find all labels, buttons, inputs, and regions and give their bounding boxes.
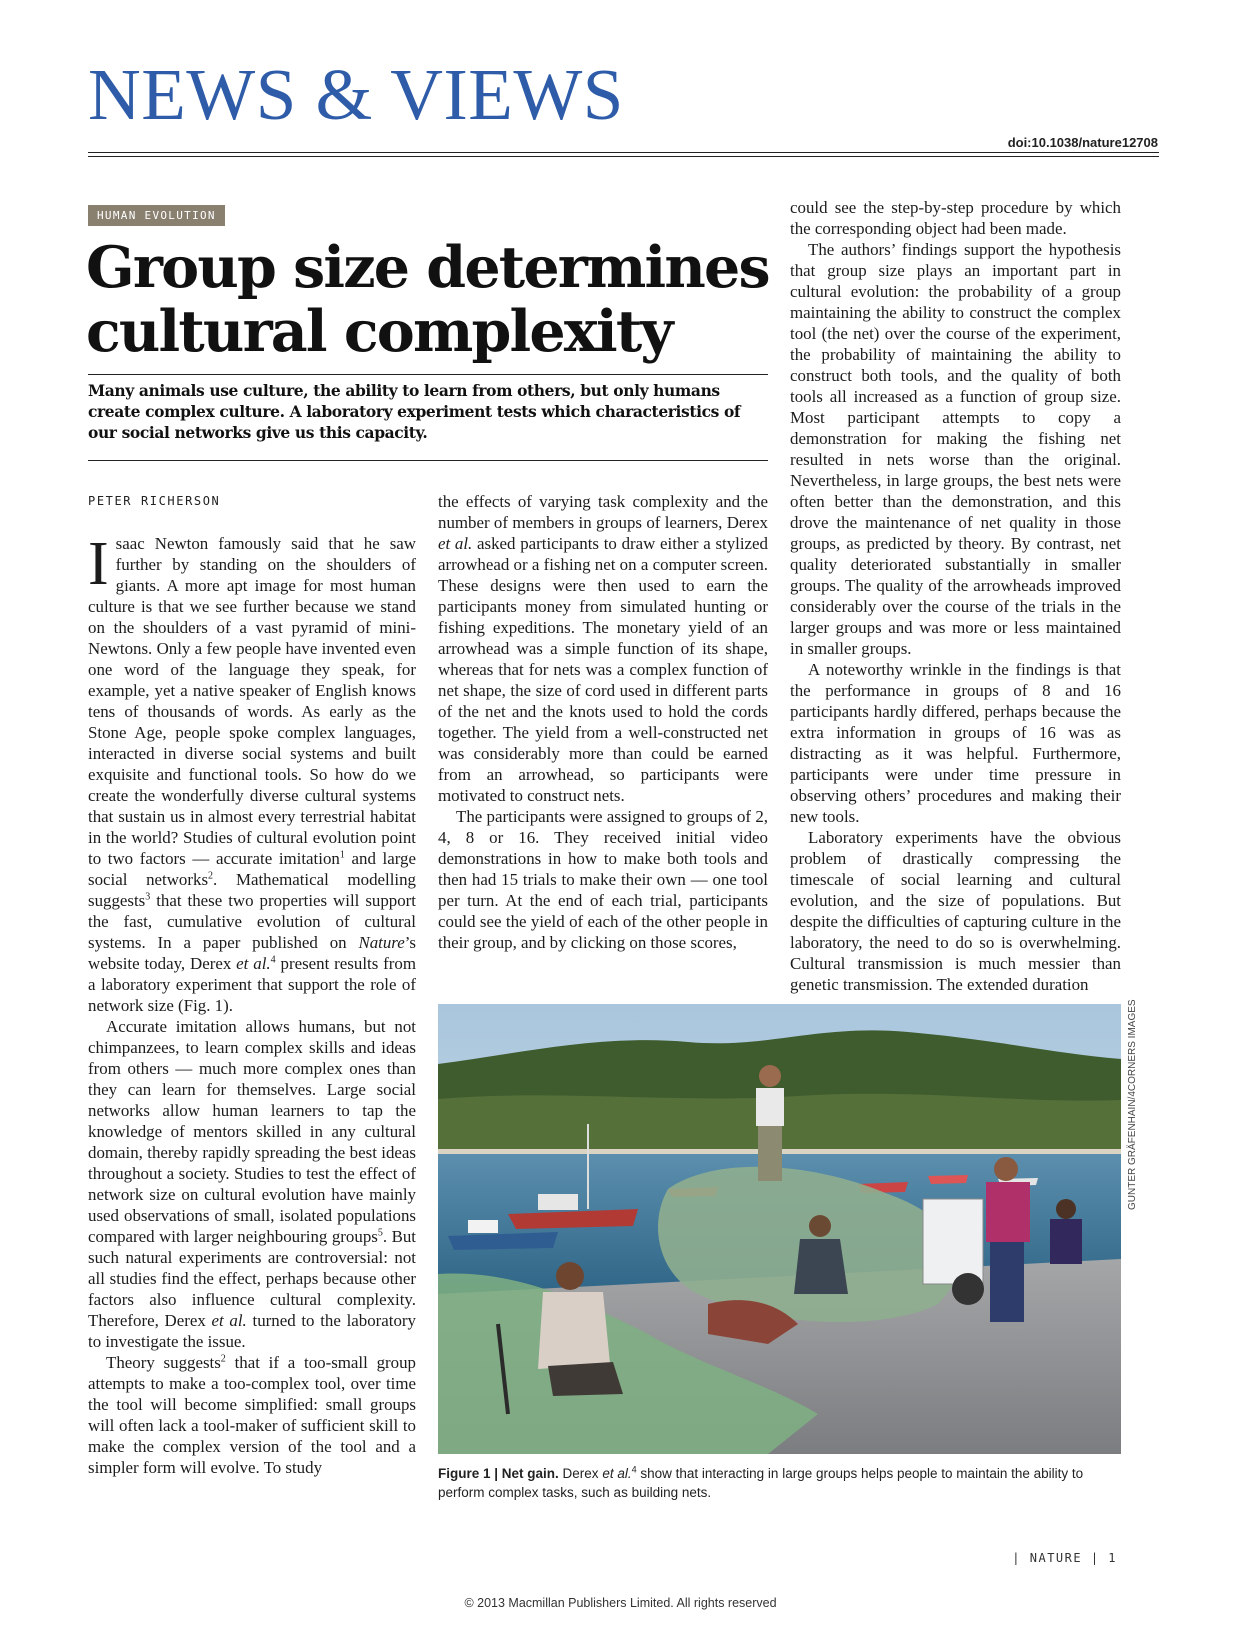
caption-label: Figure 1 | Net gain. xyxy=(438,1466,559,1481)
paragraph: Accurate imitation allows humans, but not chimpanzees, to learn complex skills and ideas from others — much more complex ones than they can learn for themselves. Large social networks allow human learners to tap the knowledge of mentors skilled in any cultural domain, thereby rapidly spreading the best ideas throughout a society. Studies to test the effect of network size on cultural evolution have mainly used observations of small, isolated populations compared with larger neighbouring groups$^5$. But such natural experiments are controversial: not all studies find the effect, perhaps because other factors also influence cultural complexity. Therefore, Derex et al. turned to the laboratory to investigate the issue. xyxy=(88,1017,416,1351)
paragraph: could see the step-by-step procedure by which the corresponding object had been made. xyxy=(790,198,1121,238)
paragraph: The authors’ findings support the hypothesis that group size plays an important part in cultural evolution: the probability of a group maintaining the ability to construct the complex tool (the net) over the course of the experiment, the probability of maintaining the ability to construct both tools, and the quality of both tools all increased as a function of group size. Most participant attempts to copy a demonstration for making the fishing net resulted in nets worse than the original. Nevertheless, in large groups, the best nets were often better than the demonstration, and this drove the maintenance of net quality in those groups, as predicted by theory. By contrast, net quality deteriorated substantially in smaller groups. The quality of the arrowheads improved considerably over the course of the trials in the larger groups and was more or less maintained in smaller groups. xyxy=(790,240,1121,658)
paragraph: the effects of varying task complexity and the number of members in groups of learners, Derex et al. asked participants to draw either a stylized arrowhead or a fishing net on a computer screen. These designs were then used to earn the participants money from simulated hunting or fishing expeditions. The monetary yield of an arrowhead was a simple function of its shape, whereas that for nets was a complex function of net shape, the size of cord used in different parts of the net and the knots used to hold the cords together. The yield from a well-constructed net was considerably more than could be earned from an arrowhead, so participants were motivated to construct nets. xyxy=(438,492,768,805)
reference-marker[interactable]: 4 xyxy=(631,1464,637,1475)
paragraph: A noteworthy wrinkle in the findings is that the performance in groups of 8 and 16 participants hardly differed, perhaps because the extra information in groups of 16 was as distracting as it was helpful. Furthermore, participants were under time pressure in observing others’ procedures and making their new tools. xyxy=(790,660,1121,826)
reference-marker[interactable]: 4 xyxy=(270,954,276,966)
photo-credit: GUNTER GRÄFENHAIN/4CORNERS IMAGES xyxy=(1127,999,1138,1210)
standfirst-rule-top xyxy=(88,374,768,375)
paragraph: Laboratory experiments have the obvious problem of drastically compressing the timescale of social learning and cultural evolution, and the size of populations. But despite the difficulties of capturing culture in the laboratory, the need to do so is overwhelming. Cultural transmission is much messier than genetic transmission. The extended duration xyxy=(790,828,1121,994)
paragraph: The participants were assigned to groups of 2, 4, 8 or 16. They received initial video demonstrations in how to make both tools and then had 15 trials to make their own — one tool per turn. At the end of each trial, participants could see the yield of each of the other people in their group, and by clicking on those scores, xyxy=(438,807,768,952)
figure-caption: Figure 1 | Net gain. Derex et al.$^4$ show that interacting in large groups helps people to maintain the ability to perform complex tasks, such as building nets. xyxy=(438,1464,1084,1500)
reference-marker[interactable]: 2 xyxy=(220,1353,226,1365)
reference-marker[interactable]: 5 xyxy=(377,1227,383,1239)
figure-photo xyxy=(438,1004,1121,1454)
body-column-1 xyxy=(88,530,416,1478)
copyright-notice: © 2013 Macmillan Publishers Limited. All rights reserved xyxy=(464,1596,777,1610)
paragraph: Theory suggests$^2$ that if a too-small group attempts to make a too-complex tool, over time the tool will become simplified: small groups will often lack a tool-maker of sufficient skill to make the complex version of the tool and a simpler form will evolve. To study xyxy=(88,1353,416,1477)
handcart xyxy=(923,1199,983,1284)
cart-wheel xyxy=(952,1273,984,1305)
paragraph: Isaac Newton famously said that he saw further by standing on the shoulders of giants. A more apt image for most human culture is that we see further because we stand on the shoulders of a vast pyramid of mini-Newtons. Only a few people have invented even one word of the language they speak, for example, yet a native speaker of English knows tens of thousands of words. As early as the Stone Age, people spoke complex languages, interacted in diverse social systems and built exquisite and functional tools. So how do we create the wonderfully diverse cultural systems that sustain us in almost every terrestrial habitat in the world? Studies of cultural evolution point to two factors — accurate imitation$^1$ and large social networks$^2$. Mathematical modelling suggests$^3$ that these two properties will support the fast, cumulative evolution of cultural systems. In a paper published on Nature’s website today, Derex et al.$^4$ present results from a laboratory experiment that support the role of network size (Fig. 1). xyxy=(88,530,416,1015)
standfirst: Many animals use culture, the ability to learn from others, but only humans create complex culture. A laboratory experiment tests which characteristics of our social networks give us this capacity. xyxy=(88,381,741,442)
page-number: | NATURE | 1 xyxy=(1012,1551,1117,1565)
masthead: NEWS & VIEWS xyxy=(88,54,624,135)
header-rule-bottom xyxy=(88,156,1159,157)
body-column-2 xyxy=(438,491,768,953)
drop-cap: I xyxy=(88,530,109,598)
body-column-3 xyxy=(790,197,1121,995)
byline: PETER RICHERSON xyxy=(88,494,221,508)
section-tag: HUMAN EVOLUTION xyxy=(88,205,225,226)
header-rule-top xyxy=(88,152,1159,153)
standfirst-rule-bottom xyxy=(88,460,768,461)
reference-marker[interactable]: 1 xyxy=(339,849,345,861)
reference-marker[interactable]: 3 xyxy=(145,891,151,903)
doi-label[interactable]: doi:10.1038/nature12708 xyxy=(1007,135,1158,150)
reference-marker[interactable]: 2 xyxy=(208,870,214,882)
article-title: Group size determines cultural complexity xyxy=(86,234,769,365)
